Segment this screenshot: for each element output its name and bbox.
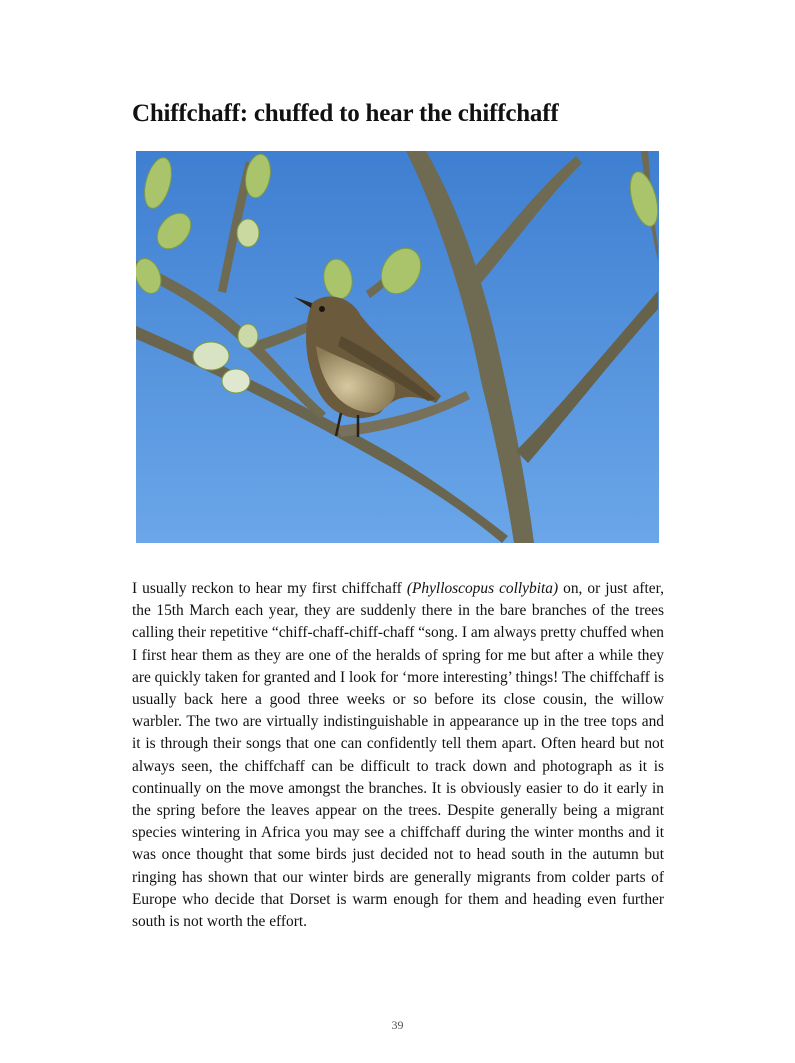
page-title: Chiffchaff: chuffed to hear the chiffchaff: [132, 100, 559, 127]
body-text-rest: on, or just after, the 15th March each year, they are suddenly there in the bare branches of the trees calling their repetitive “chiff-chaff-chiff-chaff “song. I am always pretty chuffed when I first hear them as they are one of the heralds of spring for me but after a while they are quickly taken for granted and I look for ‘more interesting’ things! The chiffchaff is usually back here a good three weeks or so before its close cousin, the willow warbler. The two are virtually indistinguishable in appearance up in the tree tops and it is through their songs that one can confidently tell them apart. Often heard but not always seen, the chiffchaff can be difficult to track down and photograph as it is continually on the move amongst the branches. It is obviously easier to do it early in the spring before the leaves appear on the trees. Despite generally being a migrant species wintering in Africa you may see a chiffchaff during the winter months and it was once thought that some birds just decided not to head south in the autumn but ringing has shown that our winter birds are generally migrants from colder parts of Europe who decide that Dorset is warm enough for them and heading even further south is not worth the effort.: [132, 580, 664, 931]
page-number: 39: [391, 1018, 404, 1032]
article-body: [132, 578, 664, 933]
species-name: (Phylloscopus collybita): [406, 580, 559, 597]
chiffchaff-photo: [136, 151, 659, 543]
body-text-start: I usually reckon to hear my first chiffchaff: [132, 580, 407, 597]
